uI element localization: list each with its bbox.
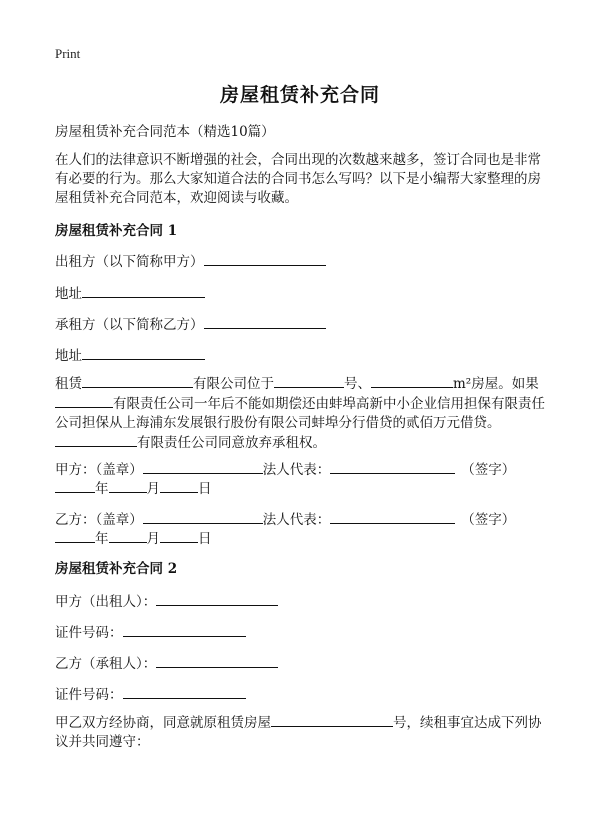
c2-id-b-blank [123, 685, 246, 699]
day-blank [160, 479, 198, 493]
year-blank [55, 479, 95, 493]
party-a-label: 甲方：（盖章） [55, 462, 143, 478]
c2-clause-text: 甲乙双方经协商，同意就原租赁房屋 [55, 715, 271, 731]
lessee-row [55, 313, 326, 333]
signature-label: （签字） [461, 512, 516, 528]
clause-blank [371, 374, 453, 388]
lessor-label: 出租方（以下简称甲方） [55, 254, 204, 270]
clause-blank [55, 394, 113, 408]
party-b-seal-blank [143, 510, 263, 524]
year-blank [55, 529, 95, 543]
clause-text: 有限责任公司一年后不能如期偿还由蚌埠高新中小企业信用担保有限责任公司担保从上海浦东发展银行股份有限公司蚌埠分行借贷的贰佰万元借贷。 [55, 396, 545, 431]
day-label: 日 [198, 481, 212, 497]
lessor-blank [204, 252, 326, 266]
c2-id-a-row [55, 621, 246, 641]
c2-id-a-label: 证件号码： [55, 625, 123, 641]
c2-party-b-label: 乙方（承租人）： [55, 656, 157, 672]
c2-clause-blank [271, 713, 393, 727]
month-blank [109, 479, 147, 493]
intro-paragraph: 在人们的法律意识不断增强的社会，合同出现的次数越来越多，签订合同也是非常有必要的行为。那么大家知道合法的合同书怎么写吗？以下是小编帮大家整理的房屋租赁补充合同范本，欢迎阅读与收藏。 [55, 152, 541, 206]
legal-rep-blank [330, 510, 455, 524]
clause-blank [55, 433, 137, 447]
clause-blank [274, 374, 344, 388]
address2-label: 地址 [55, 348, 82, 364]
legal-rep-label: 法人代表： [262, 512, 331, 528]
month-label: 月 [146, 481, 160, 497]
print-link[interactable]: Print [55, 46, 81, 61]
c2-party-b-row [55, 652, 278, 672]
party-b-date-row [55, 527, 212, 547]
address-label: 地址 [55, 286, 82, 302]
lessee-blank [204, 315, 326, 329]
legal-rep-blank [330, 460, 455, 474]
day-label: 日 [198, 531, 212, 547]
lessee-label: 承租方（以下简称乙方） [55, 317, 204, 333]
c2-clause-text: 号，续租事宜达成下列协 [393, 715, 542, 731]
legal-rep-label: 法人代表： [262, 462, 331, 478]
party-b-row [55, 508, 515, 528]
clause-text: 有限公司位于 [193, 376, 274, 392]
address2-row [55, 344, 205, 364]
c2-id-a-blank [123, 623, 246, 637]
signature-label: （签字） [461, 462, 516, 478]
contract2-heading: 房屋租赁补充合同 2 [55, 561, 178, 577]
lease-clause [55, 374, 551, 453]
c2-party-b-blank [156, 654, 278, 668]
day-blank [160, 529, 198, 543]
month-blank [109, 529, 147, 543]
c2-party-a-row [55, 590, 278, 610]
month-label: 月 [146, 531, 160, 547]
clause-text: 租赁 [55, 376, 82, 392]
year-label: 年 [95, 531, 109, 547]
document-title: 房屋租赁补充合同 [219, 84, 380, 106]
address-row [55, 282, 205, 302]
clause-blank [82, 374, 193, 388]
c2-id-b-label: 证件号码： [55, 687, 123, 703]
lessor-row [55, 250, 326, 270]
party-a-seal-blank [143, 460, 263, 474]
address2-blank [82, 346, 205, 360]
contract1-heading: 房屋租赁补充合同 1 [55, 223, 178, 239]
party-a-row [55, 458, 515, 478]
c2-party-a-label: 甲方（出租人）： [55, 594, 157, 610]
c2-id-b-row [55, 683, 246, 703]
c2-clause [55, 713, 551, 752]
party-b-label: 乙方：（盖章） [55, 512, 143, 528]
address-blank [82, 284, 205, 298]
document-subtitle: 房屋租赁补充合同范本（精选10篇） [55, 124, 275, 140]
clause-text: 有限责任公司同意放弃承租权。 [137, 435, 326, 451]
clause-text: 号、 [344, 376, 371, 392]
year-label: 年 [95, 481, 109, 497]
party-a-date-row [55, 477, 212, 497]
clause-text: m²房屋。如果 [453, 376, 539, 392]
c2-party-a-blank [156, 592, 278, 606]
c2-clause-text: 议并共同遵守： [55, 734, 150, 750]
